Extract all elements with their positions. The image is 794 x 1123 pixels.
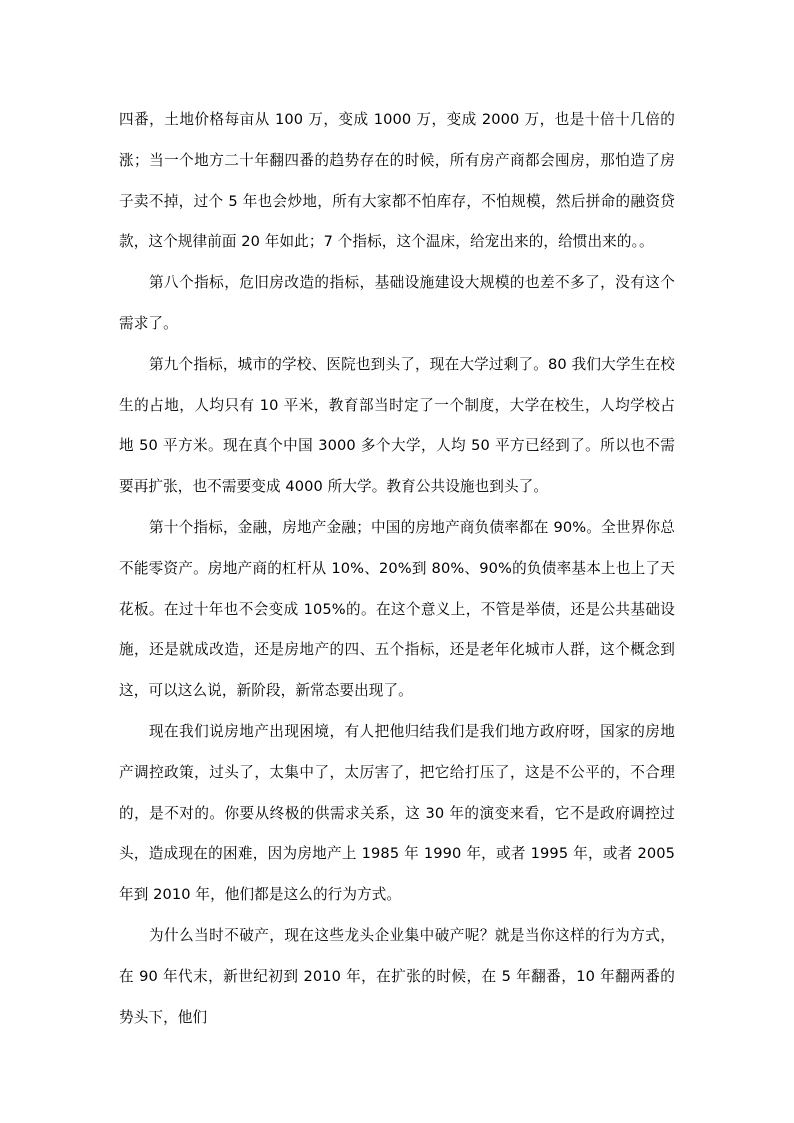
paragraph-2: 第八个指标，危旧房改造的指标，基础设施建设大规模的也差不多了，没有这个需求了。 bbox=[119, 274, 675, 332]
document-body bbox=[119, 100, 675, 1038]
paragraph-1: 四番，土地价格每亩从 100 万，变成 1000 万，变成 2000 万，也是十倍十几倍的涨；当一个地方二十年翻四番的趋势存在的时候，所有房产商都会囤房，那怕造了房子卖不掉，过个 5 年也会炒地，所有大家都不怕库存，不怕规模，然后拼命的融资贷款，这个规律前面 20 年如此；7 个指标，这个温床，给宠出来的，给惯出来的。。 bbox=[119, 111, 675, 251]
paragraph-4: 第十个指标，金融，房地产金融；中国的房地产商负债率都在 90%。全世界你总不能零资产。房地产商的杠杆从 10%、20%到 80%、90%的负债率基本上也上了天花板。在过十年也不会变成 105%的。在这个意义上，不管是举债，还是公共基础设施，还是就成改造，还是房地产的四、五个指标，还是老年化城市人群，这个概念到这，可以这么说，新阶段，新常态要出现了。 bbox=[119, 518, 675, 700]
paragraph-3: 第九个指标，城市的学校、医院也到头了，现在大学过剩了。80 我们大学生在校生的占地，人均只有 10 平米，教育部当时定了一个制度，大学在校生，人均学校占地 50 平方米。现在真个中国 3000 多个大学，人均 50 平方已经到了。所以也不需要再扩张，也不需要变成 4000 所大学。教育公共设施也到头了。 bbox=[119, 355, 675, 496]
paragraph-6: 为什么当时不破产，现在这些龙头企业集中破产呢？就是当你这样的行为方式，在 90 年代末，新世纪初到 2010 年，在扩张的时候，在 5 年翻番，10 年翻两番的势头下，他们 bbox=[119, 926, 675, 1026]
paragraph-5: 现在我们说房地产出现困境，有人把他归结我们是我们地方政府呀，国家的房地产调控政策，过头了，太集中了，太厉害了，把它给打压了，这是不公平的，不合理的，是不对的。你要从终极的供需求关系，这 30 年的演变来看，它不是政府调控过头，造成现在的困难，因为房地产上 1985 年 1990 年，或者 1995 年，或者 2005 年到 2010 年，他们都是这么的行为方式。 bbox=[119, 722, 675, 904]
